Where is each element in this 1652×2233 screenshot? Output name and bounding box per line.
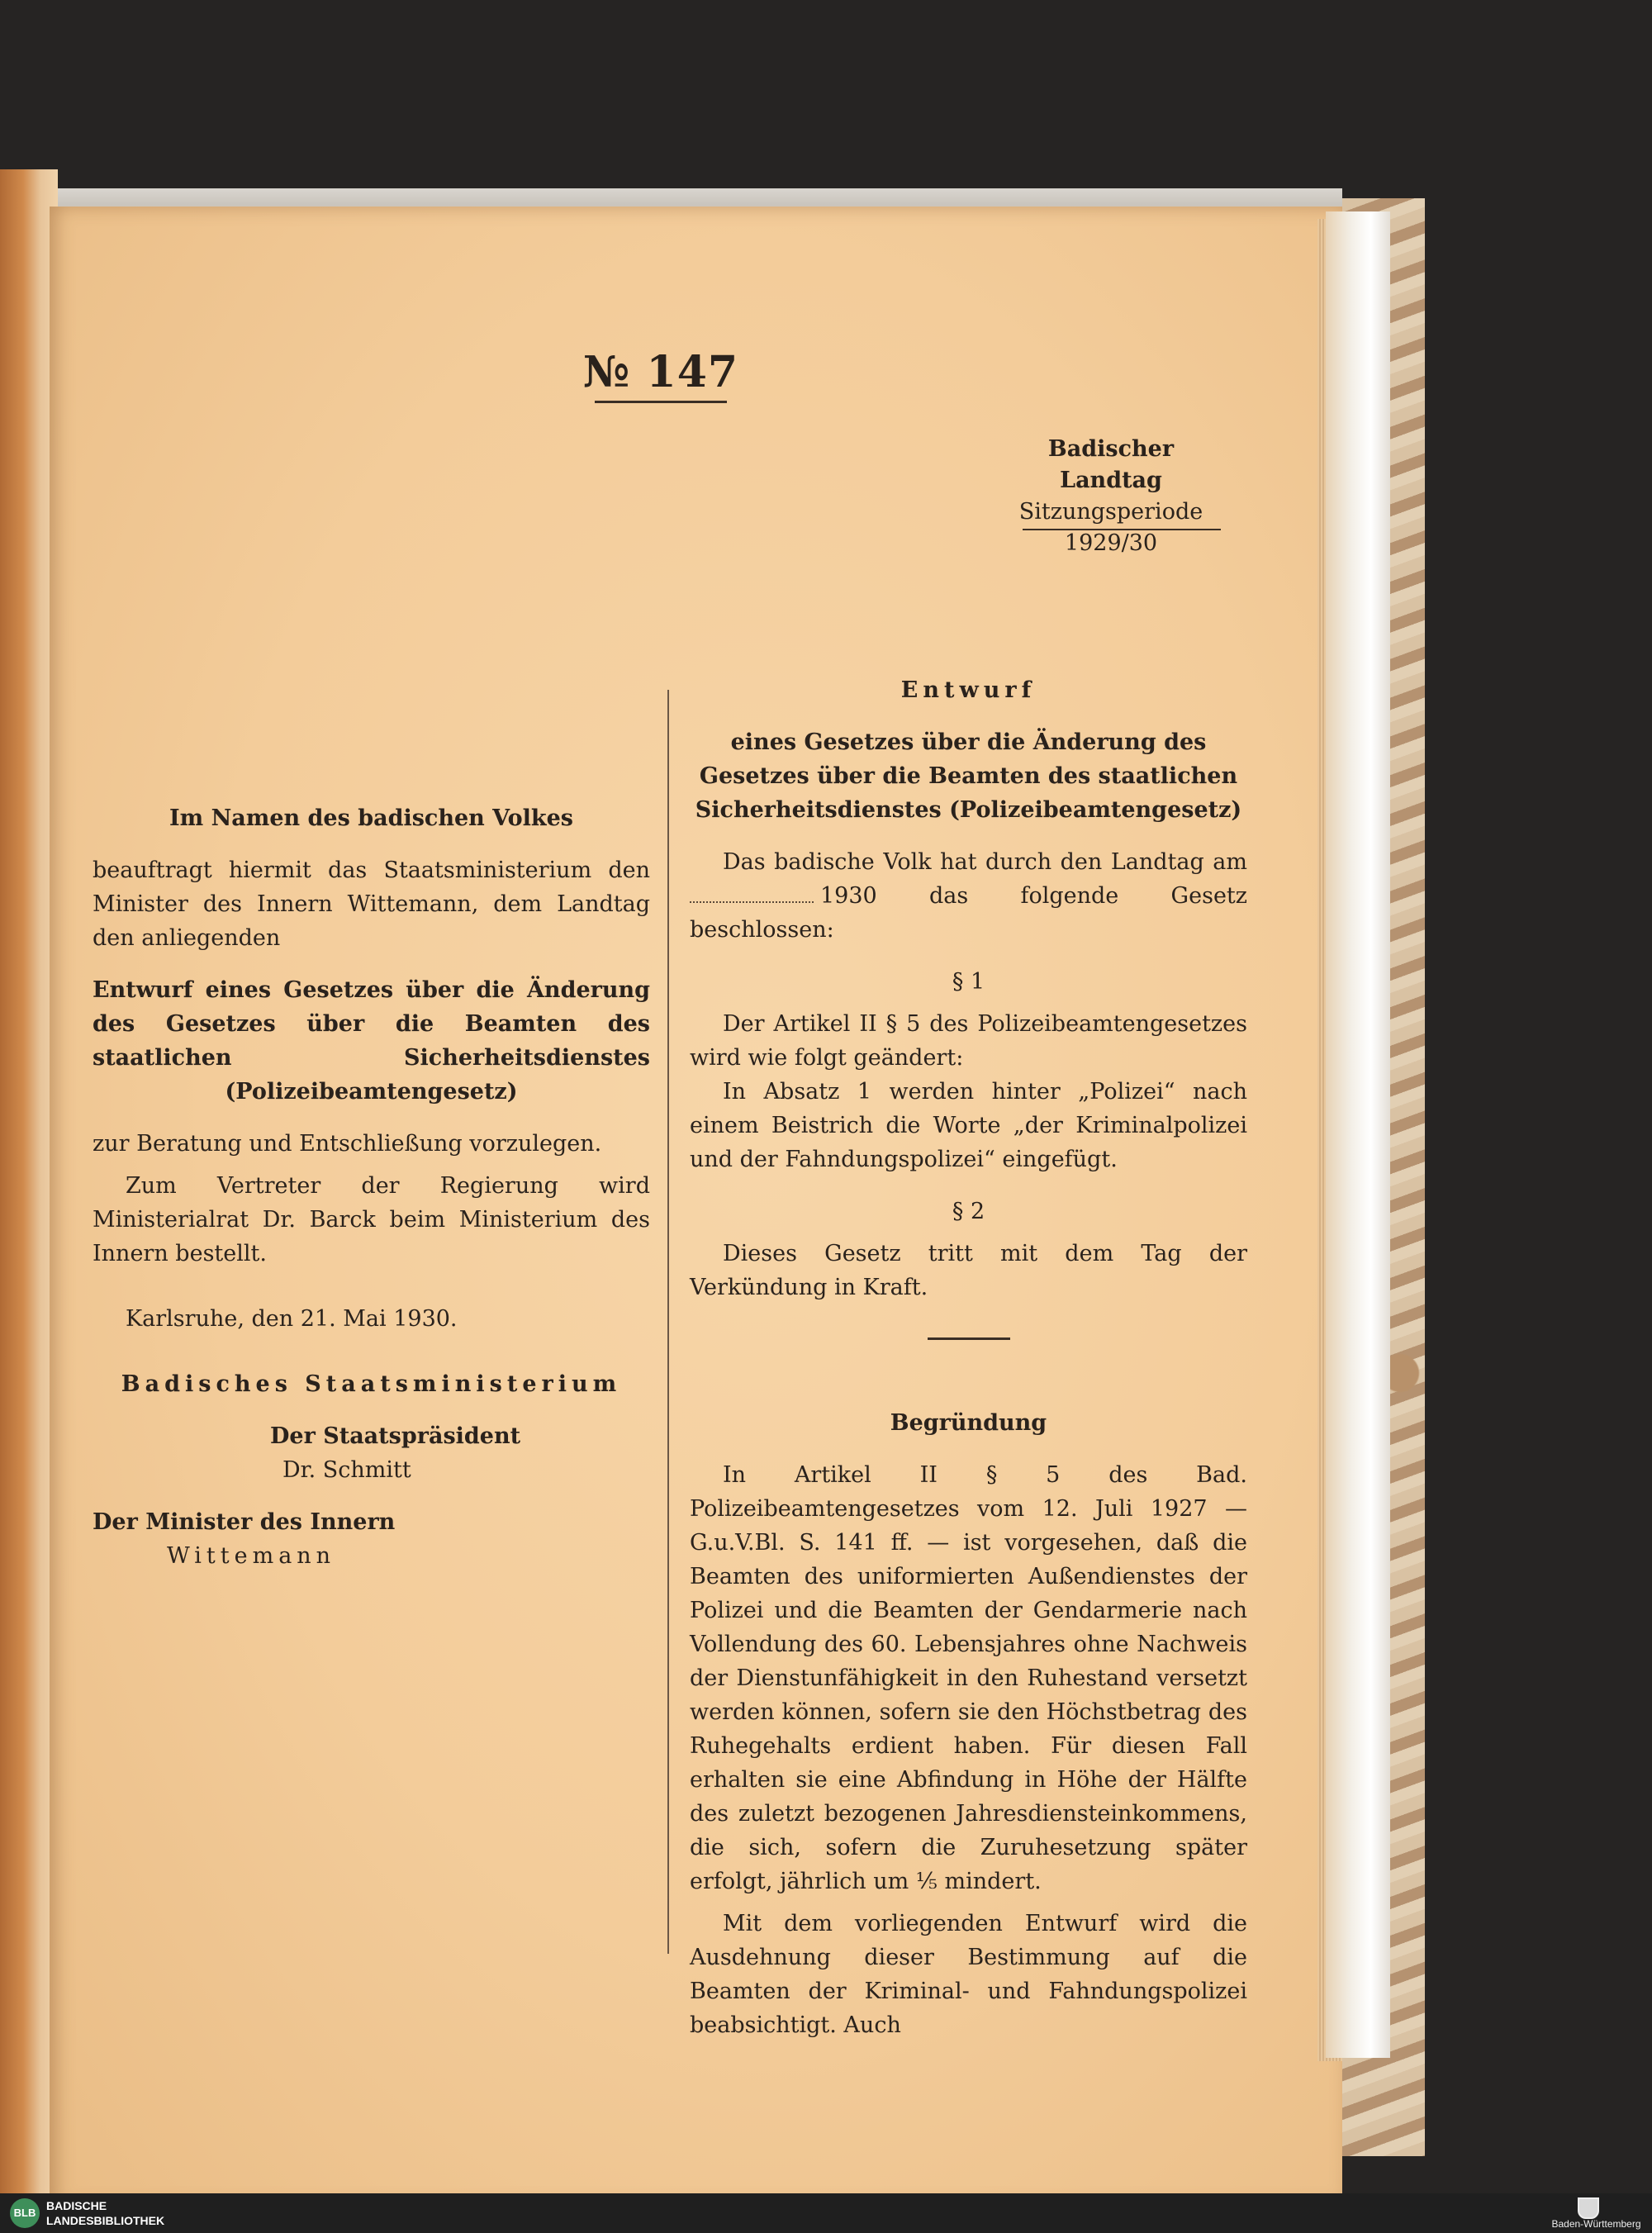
document-number-underline <box>595 401 727 403</box>
book-board-right <box>1326 211 1390 2058</box>
minister-name: Wittemann <box>167 1543 336 1569</box>
left-ministry: Badisches Staatsministerium <box>121 1371 622 1397</box>
section-1-title: § 1 <box>952 969 985 995</box>
left-heading: Im Namen des badischen Volkes <box>169 805 574 831</box>
left-representative: Zum Vertreter der Regierung wird Ministerialrat Dr. Barck beim Ministerium des Innern bestellt. <box>93 1173 650 1266</box>
left-column <box>93 801 650 1573</box>
session-period-years: 1929/30 <box>1064 530 1158 556</box>
left-purpose: zur Beratung und Entschließung vorzulegen. <box>93 1131 602 1157</box>
date-placeholder-dots <box>690 885 814 903</box>
library-name-line2: LANDESBIBLIOTHEK <box>46 2214 165 2227</box>
president-name: Dr. Schmitt <box>282 1457 411 1483</box>
state-crest-icon <box>1578 2197 1599 2219</box>
document-number: № 147 <box>582 347 739 397</box>
right-preamble <box>690 845 1247 947</box>
section-2-title: § 2 <box>952 1199 985 1224</box>
session-parliament: Badischer Landtag <box>1047 436 1175 493</box>
left-place-date: Karlsruhe, den 21. Mai 1930. <box>126 1306 458 1332</box>
left-draft-title: Entwurf eines Gesetzes über die Änderung des Gesetzes über die Beamten des staatlichen Sicherheitsdienstes (Polizeibeamtengesetz) <box>93 977 650 1105</box>
session-period-label: Sitzungsperiode <box>1018 499 1203 525</box>
section-1-amendment: In Absatz 1 werden hinter „Polizei“ nach einem Beistrich die Worte „der Kriminalpolizei und der Fahndungspolizei“ eingefügt. <box>690 1079 1247 1172</box>
right-subtitle: eines Gesetzes über die Änderung des Gesetzes über die Beamten des staatlichen Sicherheitsdienstes (Polizeibeamtengesetz) <box>695 729 1242 823</box>
right-preamble-b: 1930 das folgende Gesetz beschlossen: <box>690 883 1247 943</box>
reasoning-title: Begründung <box>890 1410 1047 1436</box>
library-logo: BLB <box>10 2198 40 2228</box>
section-1-text: Der Artikel II § 5 des Polizeibeamtengesetzes wird wie folgt geändert: <box>690 1011 1247 1071</box>
viewer-footer <box>0 2193 1652 2233</box>
reasoning-paragraph-2: Mit dem vorliegenden Entwurf wird die Ausdehnung dieser Bestimmung auf die Beamten der Kriminal- und Fahndungspolizei beabsichtigt. Auch <box>690 1911 1247 2038</box>
library-name <box>46 2198 164 2228</box>
section-2-text: Dieses Gesetz tritt mit dem Tag der Verkündung in Kraft. <box>690 1241 1247 1300</box>
session-underline <box>1023 529 1221 530</box>
column-divider <box>667 690 669 1954</box>
library-name-line1: BADISCHE <box>46 2199 107 2212</box>
left-intro: beauftragt hiermit das Staatsministerium den Minister des Innern Wittemann, dem Landtag den anliegenden <box>93 858 650 951</box>
minister-title: Der Minister des Innern <box>93 1509 396 1535</box>
session-info <box>999 434 1222 559</box>
section-separator <box>928 1337 1010 1340</box>
right-preamble-a: Das badische Volk hat durch den Landtag am <box>723 849 1247 875</box>
reasoning-paragraph-1: In Artikel II § 5 des Bad. Polizeibeamtengesetzes vom 12. Juli 1927 — G.u.V.Bl. S. 141 ff. — ist vorgesehen, daß die Beamten des uniformierten Außendienstes der Polizei und die Beamten der Gendarmerie nach Vollendung des 60. Lebensjahres ohne Nachweis der Dienstunfähigkeit in den Ruhestand versetzt werden können, sofern sie den Höchstbetrag des Ruhegehalts erdient haben. Für diesen Fall erhalten sie eine Abfindung in Höhe der Hälfte des zuletzt bezogenen Jahresdiensteinkommens, die sich, sofern die Zuruhesetzung später erfolgt, jährlich um ⅕ mindert. <box>690 1462 1247 1894</box>
state-label: Baden-Württemberg <box>1551 2218 1641 2230</box>
right-title: Entwurf <box>900 677 1037 703</box>
president-title: Der Staatspräsident <box>270 1423 521 1449</box>
right-column <box>690 673 1247 2042</box>
